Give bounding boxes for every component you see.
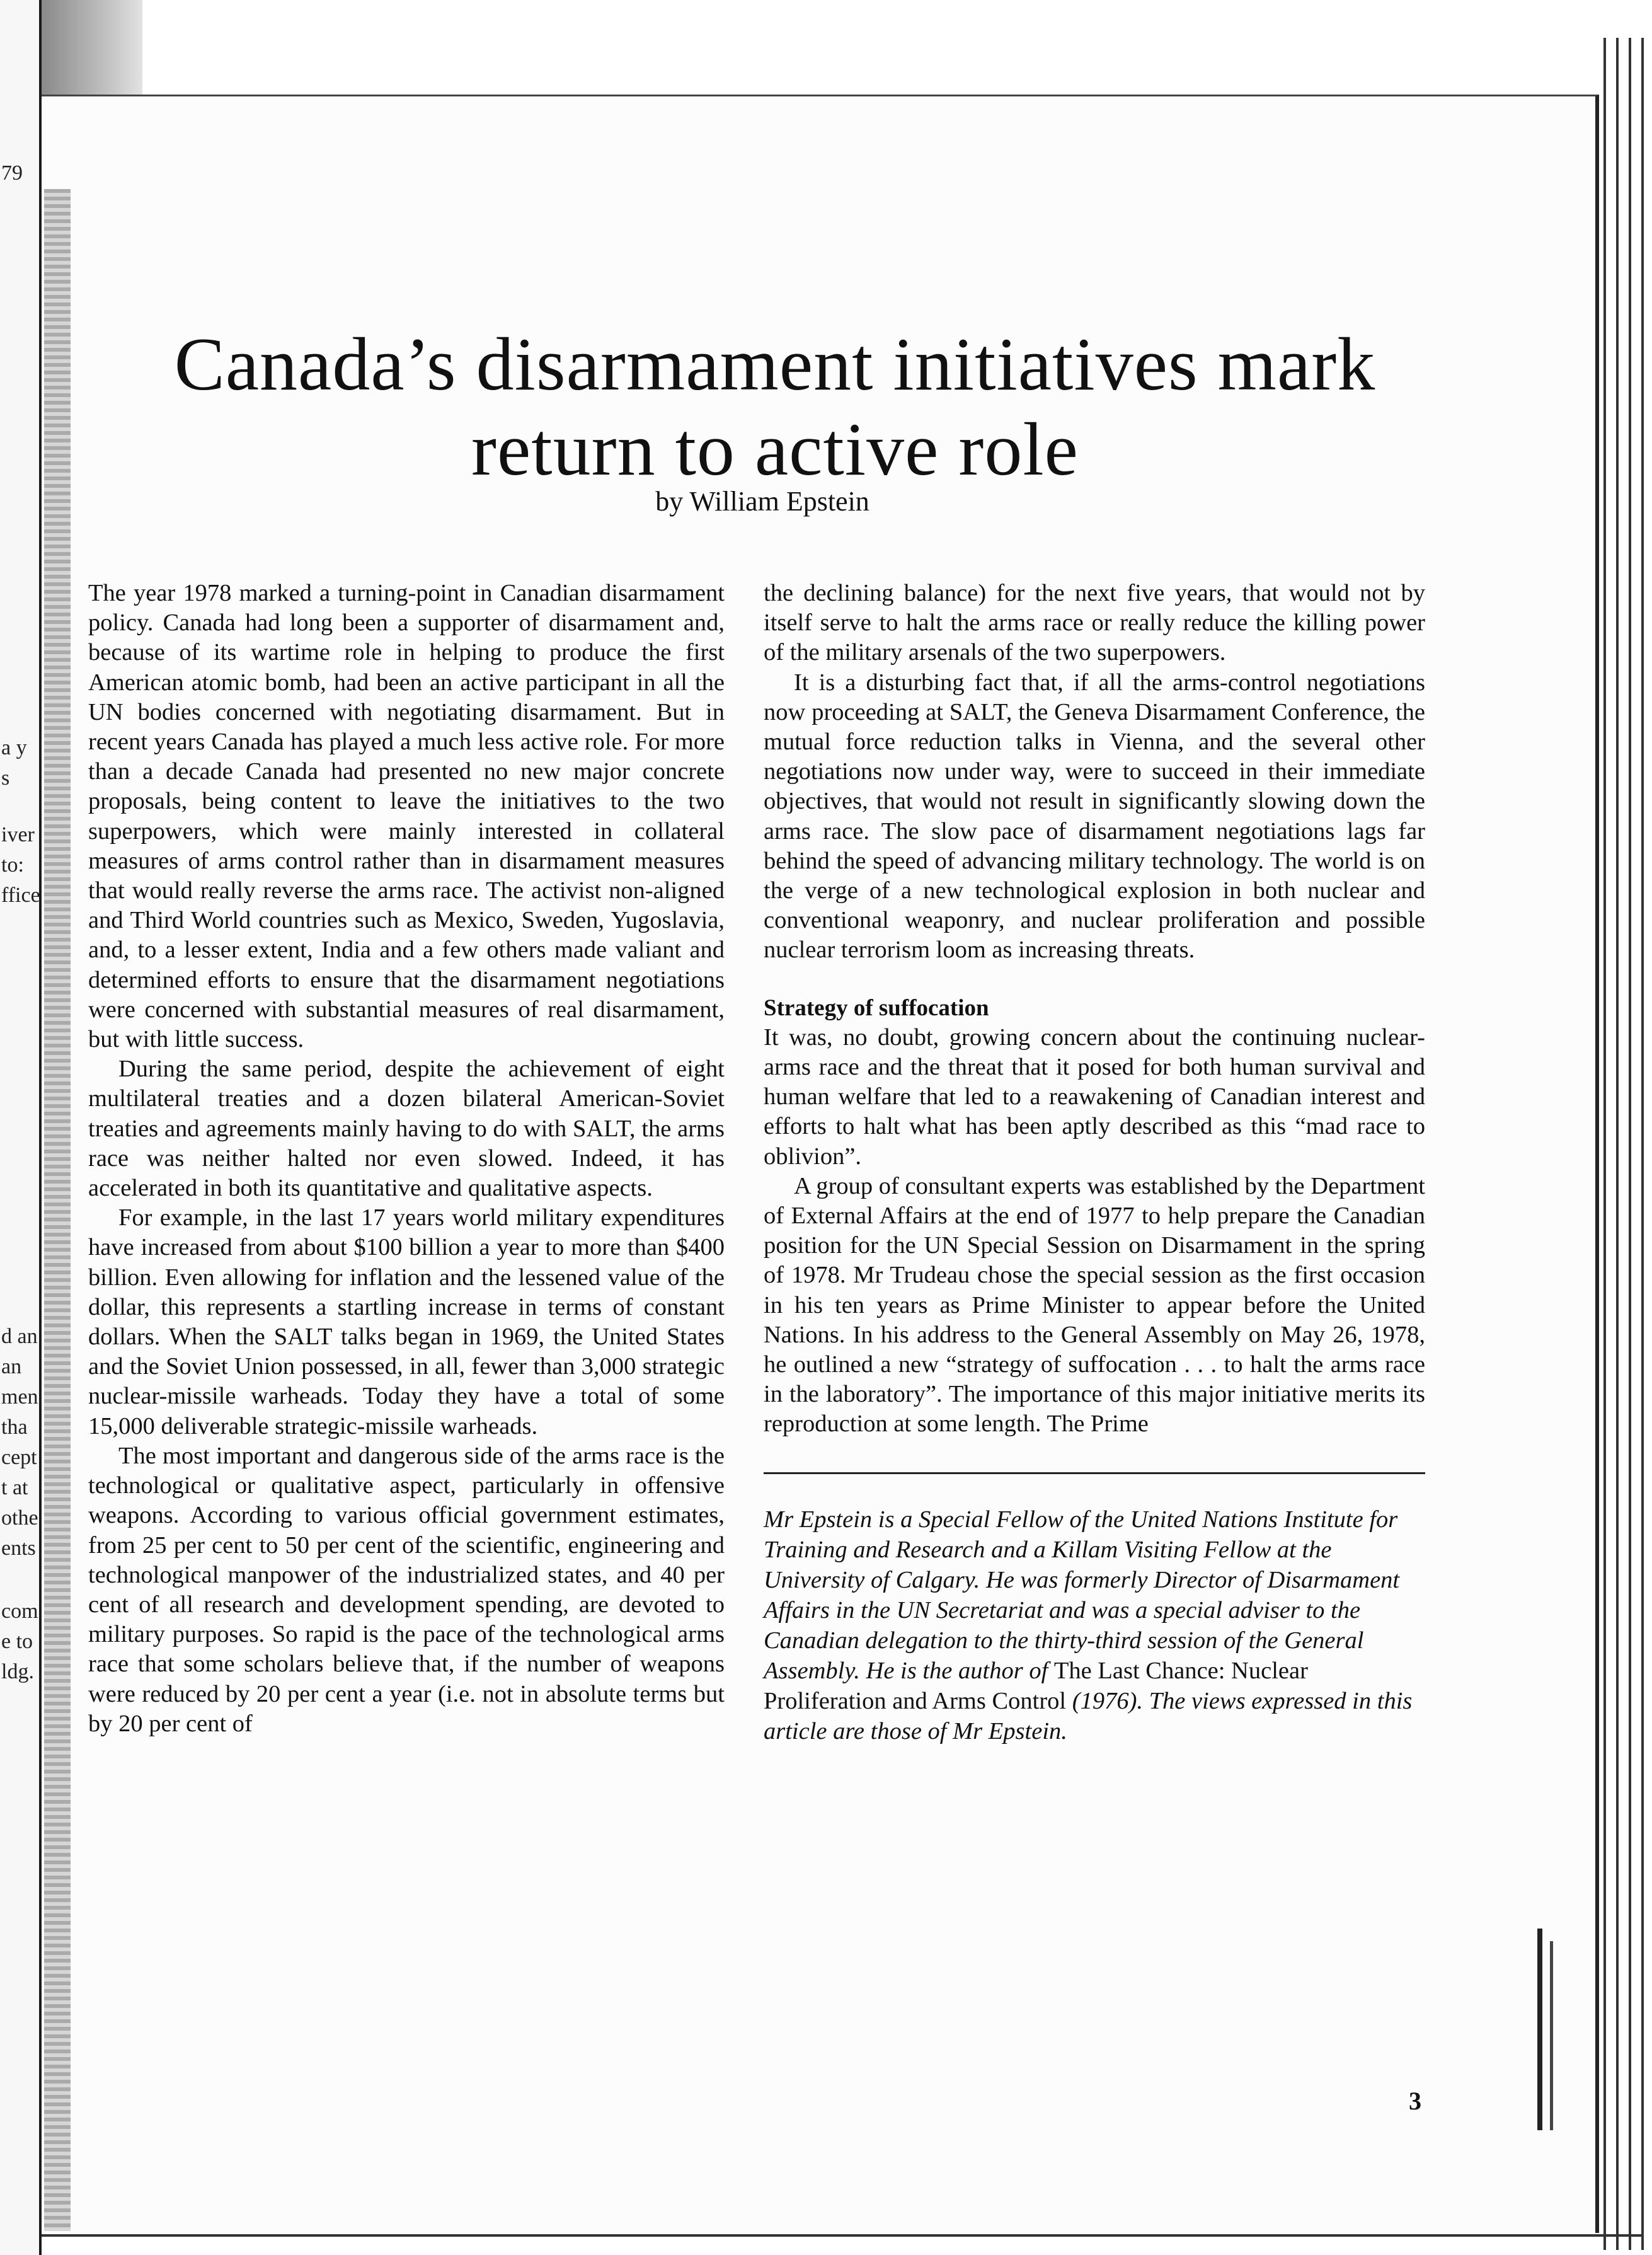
- fragment: a y: [1, 736, 27, 759]
- page-bottom-edge: [42, 2234, 1642, 2237]
- paragraph: The most important and dangerous side of the arms race is the technological or qualitative aspect, particularly in offensive weapons. According to various official government estimates, from 25 per cent to 50 per cent of the scientific, engineering and technological manpower of the industrialized states, and 40 per cent of all research and development spending, are devoted to military purposes. So rapid is the pace of the technological arms race that some scholars believe that, if the number of weapons were reduced by 20 per cent a year (i.e. not in absolute terms but by 20 per cent of: [88, 1442, 725, 1737]
- fragment: t at: [1, 1476, 28, 1499]
- fragment: s: [1, 766, 10, 790]
- divider: [764, 1472, 1425, 1474]
- adjacent-page-edge: [0, 0, 42, 2255]
- fragment: e to: [1, 1630, 33, 1653]
- paragraph: The year 1978 marked a turning-point in Canadian disarmament policy. Canada had long been a supporter of disarmament and, because of its wartime role in helping to produce the first American atomic bomb, had been an active participant in all the UN bodies concerned with negotiating disarmament. But in recent years Canada has played a much less active role. For more than a decade Canada had presented no new major concrete proposals, being content to leave the initiatives to the two superpowers, which were mainly interested in collateral measures of arms control rather than in disarmament measures that would really reverse the arms race. The activist non-aligned and Third World countries such as Mexico, Sweden, Yugoslavia, and, to a lesser extent, India and a few others made valiant and determined efforts to ensure that the disarmament negotiations were concerned with substantial measures of real disarmament, but with little success.: [88, 580, 725, 1053]
- author-bio: [764, 1504, 1425, 1746]
- paragraph: It is a disturbing fact that, if all the arms-control negotiations now proceeding at SALT, the Geneva Disarmament Conference, the mutual force reduction talks in Vienna, and the several other negotiations now under way, were to succeed in their immediate objectives, that would not result in significantly slowing down the arms race. The slow pace of disarmament negotiations lags far behind the speed of advancing military technology. The world is on the verge of a new technological explosion in both nuclear and conventional weaponry, and nuclear proliferation and possible nuclear terrorism loom as increasing threats.: [764, 669, 1425, 964]
- fragment: iver: [1, 823, 35, 846]
- fragment: ents: [1, 1537, 36, 1560]
- left-column: [88, 579, 725, 1739]
- article-title: Canada’s disarmament initiatives mark return to active role: [174, 322, 1376, 492]
- fragment: ldg.: [1, 1660, 34, 1683]
- page-stack-edge: [1616, 38, 1619, 2250]
- page-stack-edge: [1641, 38, 1644, 2250]
- fragment: ffice: [1, 884, 40, 907]
- byline: by William Epstein: [655, 486, 869, 517]
- binder-clip-mark: [1537, 1929, 1542, 2130]
- paragraph: the declining balance) for the next five years, that would not by itself serve to halt the arms race or really reduce the killing power of the military arsenals of the two superpowers.: [764, 580, 1425, 666]
- bio-text-end: (1976). The views expressed in this article are those of Mr Epstein.: [764, 1687, 1413, 1745]
- fragment: 79: [1, 161, 23, 185]
- fragment: tha: [1, 1416, 28, 1439]
- paragraph: During the same period, despite the achievement of eight multilateral treaties and a dozen bilateral American-Soviet treaties and agreements mainly having to do with SALT, the arms race was neither halted nor even slowed. Indeed, it has accelerated in both its quantitative and qualitative aspects.: [88, 1056, 725, 1202]
- right-column: [764, 579, 1425, 1746]
- page-number: 3: [1409, 2087, 1421, 2115]
- fragment: d an: [1, 1325, 38, 1348]
- book-title: The Last Chance: Nuclear Proliferation and Arms Control: [764, 1657, 1308, 1714]
- paragraph: It was, no doubt, growing concern about the continuing nuclear-arms race and the threat that it posed for both human survival and human welfare that led to a reawakening of Canadian interest and efforts to halt what has been aptly described as this “mad race to oblivion”.: [764, 1024, 1425, 1170]
- section-heading: Strategy of suffocation: [764, 995, 989, 1021]
- fragment: an: [1, 1355, 22, 1378]
- fragment: com: [1, 1600, 38, 1623]
- fragment: men: [1, 1385, 38, 1409]
- page-stack-edge: [1603, 38, 1606, 2250]
- paragraph: A group of consultant experts was established by the Department of External Affairs at the end of 1977 to help prepare the Canadian position for the UN Special Session on Disarmament in the spring of 1978. Mr Trudeau chose the special session as the first occasion in his ten years as Prime Minister to appear before the United Nations. In his address to the General Assembly on May 26, 1978, he outlined a new “strategy of suffocation . . . to halt the arms race in the laboratory”. The importance of this major initiative merits its reproduction at some length. The Prime: [764, 1172, 1425, 1438]
- fragment: to:: [1, 853, 24, 877]
- fragment: othe: [1, 1506, 38, 1530]
- bio-text: Mr Epstein is a Special Fellow of the United Nations Institute for Training and Research and a Killam Visiting Fellow at the University of Calgary. He was formerly Director of Disarmament Affairs in the UN Secretariat and was a special adviser to the Canadian delegation to the thirty-third session of the General Assembly. He is the author of: [764, 1506, 1400, 1684]
- binder-clip-mark: [1550, 1941, 1553, 2130]
- fragment: cept: [1, 1446, 37, 1469]
- page-stack-edge: [1629, 38, 1631, 2250]
- paragraph: For example, in the last 17 years world military expenditures have increased from about $100 billion a year to more than $400 billion. Even allowing for inflation and the lessened value of the dollar, this represents a startling increase in terms of constant dollars. When the SALT talks began in 1969, the United States and the Soviet Union possessed, in all, fewer than 3,000 strategic nuclear-missile warheads. Today they have a total of some 15,000 deliverable strategic-missile warheads.: [88, 1204, 725, 1439]
